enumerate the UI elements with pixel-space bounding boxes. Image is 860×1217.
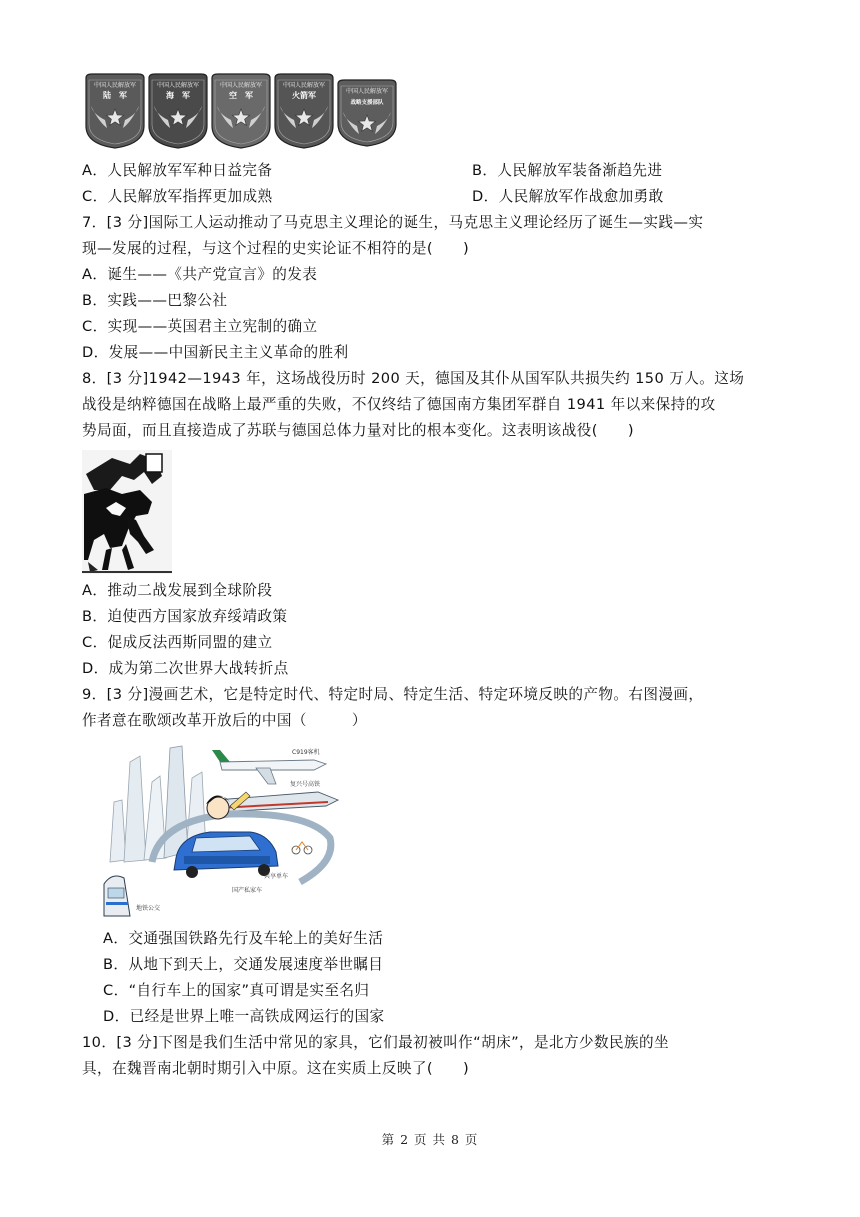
q7-option-a[interactable]: A．诞生——《共产党宣言》的发表 [82,266,318,283]
cartoon-label-plane: C919客机 [292,749,320,756]
pla-badge [86,74,144,148]
q8-option-c[interactable]: C．促成反法西斯同盟的建立 [82,634,273,651]
pla-badge [338,80,396,146]
q9-stem-line-2: 作者意在歌颂改革开放后的中国（ ） [82,712,367,729]
badge-branch-text: 火箭军 [292,91,316,100]
q6-option-a[interactable] [82,160,782,182]
q9-option-b[interactable]: B．从地下到天上，交通发展速度举世瞩目 [103,956,384,973]
q7-option-b[interactable]: B．实践——巴黎公社 [82,292,228,309]
q8-option-a[interactable]: A．推动二战发展到全球阶段 [82,582,273,599]
q6-option-d[interactable]: D．人民解放军作战愈加勇敢 [472,188,664,205]
badge-top-text: 中国人民解放军 [345,88,389,95]
badge-top-text: 中国人民解放军 [156,82,200,89]
q6-option-b[interactable]: B．人民解放军装备渐趋先进 [472,162,663,179]
badge-branch-text: 陆 军 [103,91,127,100]
q8-option-d[interactable]: D．成为第二次世界大战转折点 [82,660,289,677]
q8-stem-line-2: 战役是纳粹德国在战略上最严重的失败，不仅终结了德国南方集团军群自 1941 年以来保持的攻 [82,396,716,413]
pla-badge [275,74,333,148]
q10-stem-line-1: 10．[3 分]下图是我们生活中常见的家具，它们最初被叫作“胡床”，是北方少数民族的坐 [82,1034,669,1051]
q9-option-a[interactable]: A．交通强国铁路先行及车轮上的美好生活 [103,930,384,947]
badge-top-text: 中国人民解放军 [219,82,263,89]
q10-stem-line-2: 具，在魏晋南北朝时期引入中原。这在实质上反映了( ) [82,1060,470,1077]
badge-top-text: 中国人民解放军 [282,82,326,89]
q7-option-d[interactable]: D．发展——中国新民主主义革命的胜利 [82,344,349,361]
q8-stem-line-1: 8．[3 分]1942—1943 年，这场战役历时 200 天，德国及其仆从国军队共损失约 150 万人。这场 [82,370,745,387]
cartoon-label-train: 复兴号高铁 [290,781,321,788]
cartoon-label-subway: 地铁公交 [136,905,161,912]
badge-top-text: 中国人民解放军 [93,82,137,89]
badge-branch-text: 战略支援部队 [350,100,384,106]
q7-stem-line-1: 7．[3 分]国际工人运动推动了马克思主义理论的诞生，马克思主义理论经历了诞生—实践—实 [82,214,704,231]
q7-option-c[interactable]: C．实现——英国君主立宪制的确立 [82,318,318,335]
battle-woodcut-image [82,450,172,574]
pla-badges-figure [84,72,400,156]
pla-badge [212,74,270,148]
q9-stem-line-1: 9．[3 分]漫画艺术，它是特定时代、特定时局、特定生活、特定环境反映的产物。右图漫画， [82,686,704,703]
cartoon-label-car: 国产私家车 [232,887,263,894]
badge-branch-text: 海 军 [166,91,190,100]
q9-option-d[interactable]: D．已经是世界上唯一高铁成网运行的国家 [103,1008,385,1025]
transport-cartoon-image [100,742,346,918]
q6-option-c[interactable] [82,186,782,208]
q6-option-c-text: C．人民解放军指挥更加成熟 [82,188,273,205]
cartoon-label-bike: 共享单车 [264,873,289,880]
q8-option-b[interactable]: B．迫使西方国家放弃绥靖政策 [82,608,288,625]
page-footer: 第 2 页 共 8 页 [381,1132,479,1147]
q7-stem-line-2: 现—发展的过程，与这个过程的史实论证不相符的是( ) [82,240,470,257]
q8-stem-line-3: 势局面，而且直接造成了苏联与德国总体力量对比的根本变化。这表明该战役( ) [82,422,634,439]
badge-branch-text: 空 军 [229,91,253,100]
q6-option-a-text: A．人民解放军军种日益完备 [82,162,273,179]
pla-badge [149,74,207,148]
q9-option-c[interactable]: C．“自行车上的国家”真可谓是实至名归 [103,982,370,999]
